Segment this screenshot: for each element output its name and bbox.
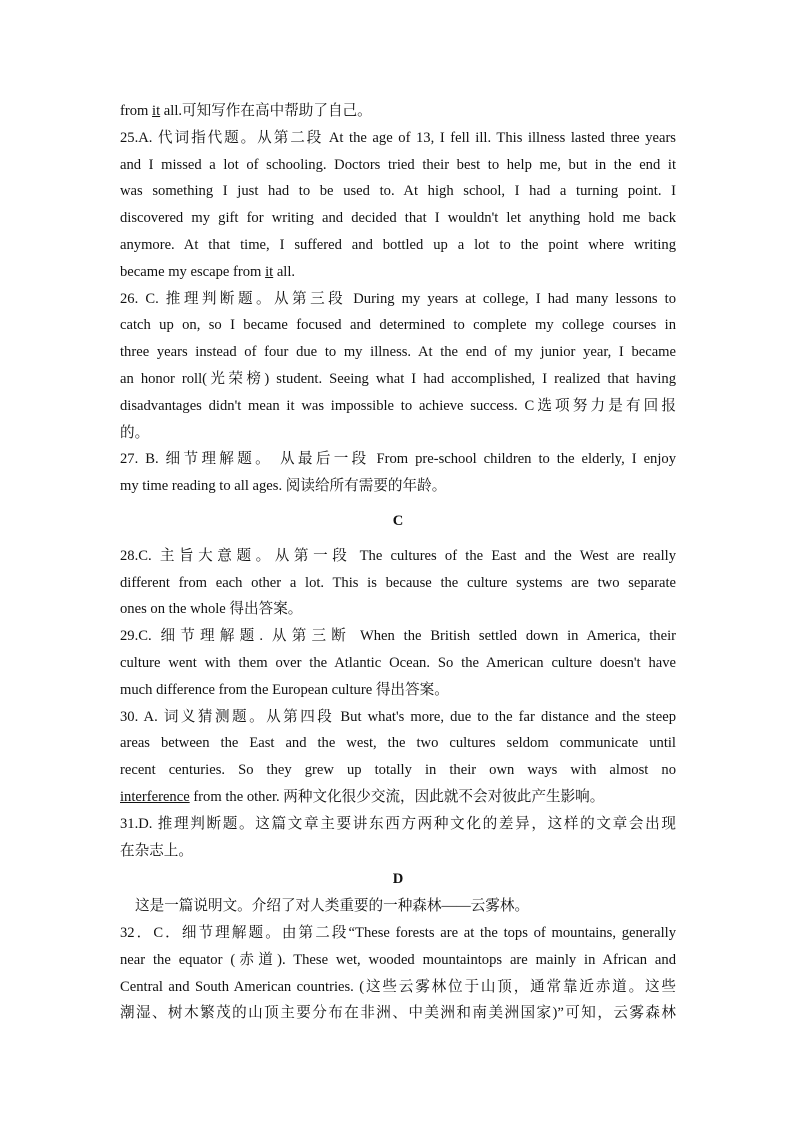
text-line: 27. B. 细节理解题。 从最后一段 From pre-school children to the elderly, I enjoy: [120, 451, 676, 468]
text-line: 28.C. 主旨大意题。从第一段 The cultures of the East and the West are really: [120, 547, 676, 564]
text-line: discovered my gift for writing and decided that I wouldn't let anything hold me back: [120, 210, 676, 227]
section-heading-c: C: [392, 512, 404, 529]
text-line: became my escape from it all.: [120, 263, 296, 280]
text-line: anymore. At that time, I suffered and bottled up a lot to the point where writing: [120, 236, 676, 253]
text-line: 25.A. 代词指代题。从第二段 At the age of 13, I fell ill. This illness lasted three years: [120, 129, 676, 146]
text-line: areas between the East and the west, the two cultures seldom communicate until: [120, 735, 676, 752]
text-line: ones on the whole 得出答案。: [120, 601, 303, 618]
text-line: much difference from the European culture 得出答案。: [120, 681, 449, 698]
text-line: 26. C. 推理判断题。从第三段 During my years at college, I had many lessons to: [120, 290, 676, 307]
text-line: 29.C. 细节理解题. 从第三断 When the British settled down in America, their: [120, 628, 676, 645]
text-line: 潮湿、树木繁茂的山顶主要分布在非洲、中美洲和南美洲国家)”可知，云雾森林: [120, 1005, 676, 1022]
text-line: my time reading to all ages. 阅读给所有需要的年龄。: [120, 478, 447, 495]
text-line: recent centuries. So they grew up totally in their own ways with almost no: [120, 762, 676, 779]
text-line: interference from the other. 两种文化很少交流，因此就不会对彼此产生影响。: [120, 788, 605, 805]
text-line: catch up on, so I became focused and determined to complete my college courses in: [120, 317, 676, 334]
text-line: 的。: [120, 424, 150, 441]
underlined-word: it: [265, 263, 274, 280]
text-line: 31.D. 推理判断题。这篇文章主要讲东西方两种文化的差异，这样的文章会出现: [120, 815, 676, 832]
text-line: three years instead of four due to my illness. At the end of my junior year, I became: [120, 344, 676, 361]
text-line: disadvantages didn't mean it was impossible to achieve success. C选项努力是有回报: [120, 397, 676, 414]
underlined-word: interference: [120, 788, 190, 805]
text-line: was something I just had to be used to. At high school, I had a turning point. I: [120, 183, 676, 200]
text-line: 这是一篇说明文。介绍了对人类重要的一种森林——云雾林。: [135, 898, 530, 915]
text-line: and I missed a lot of schooling. Doctors tried their best to help me, but in the end it: [120, 156, 676, 173]
section-heading-d: D: [392, 871, 404, 888]
underlined-word: it: [152, 103, 161, 119]
text-line: different from each other a lot. This is because the culture systems are two separate: [120, 574, 676, 591]
document-page: [120, 98, 676, 1027]
text-line: from it all.可知写作在高中帮助了自己。: [120, 103, 372, 119]
text-line: culture went with them over the Atlantic Ocean. So the American culture doesn't have: [120, 654, 676, 671]
text-line: Central and South American countries. (这些云雾林位于山顶，通常靠近赤道。这些: [120, 978, 676, 995]
text-line: near the equator (赤道). These wet, wooded mountaintops are mainly in African and: [120, 951, 676, 968]
text-line: an honor roll(光荣榜) student. Seeing what I had accomplished, I realized that having: [120, 370, 676, 387]
text-line: 30. A. 词义猜测题。从第四段 But what's more, due to the far distance and the steep: [120, 708, 676, 725]
text-line: 32．C．细节理解题。由第二段“These forests are at the tops of mountains, generally: [120, 924, 676, 941]
text-line: 在杂志上。: [120, 842, 193, 859]
